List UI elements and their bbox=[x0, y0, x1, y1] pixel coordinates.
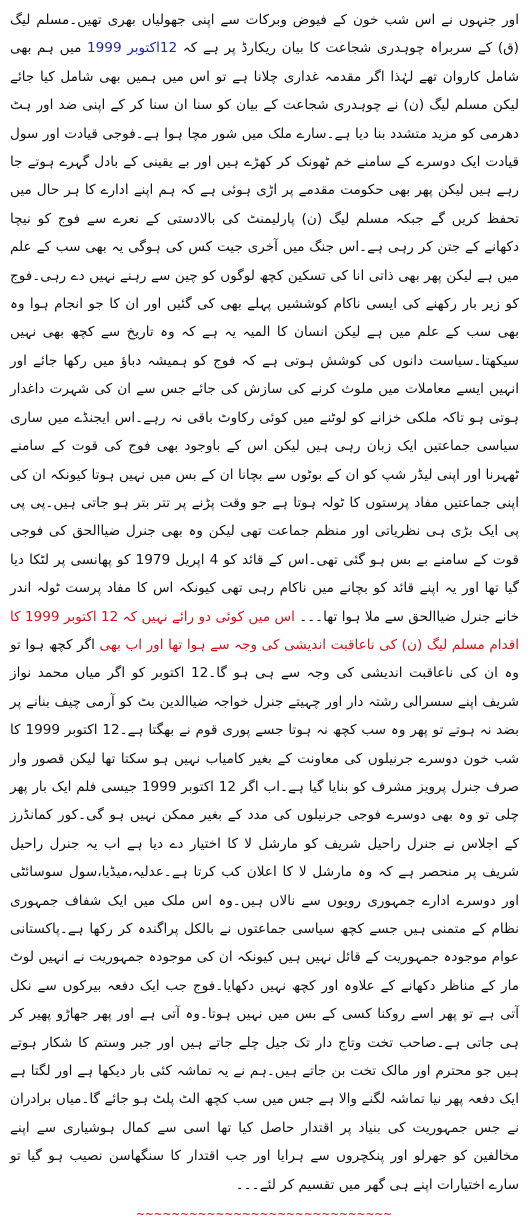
article-body bbox=[10, 6, 519, 1199]
paragraph-1-text-start: اور جنہوں نے اس شب خون کے فیوض وبرکات سے اپنی جھولیاں بھری تھیں۔مسلم لیگ (ق) کے سربراہ چوہدری شجاعت کا بیان ریکارڈ پر ہے کہ bbox=[10, 12, 519, 57]
paragraph-2 bbox=[10, 609, 519, 1193]
highlighted-lead-sentence: اس میں کوئی دو رائے نہیں کہ 12 اکتوبر 1999 کا اقدام مسلم لیگ (ن) کی ناعاقبت اندیشی کی وجہ سے ہوا تھا اور اب بھی bbox=[10, 608, 519, 653]
date-highlight: 12اکتوبر 1999 bbox=[87, 40, 178, 57]
paragraph-2-text: اگر کچھ ہوا تو وہ ان کی ناعاقبت اندیشی کی وجہ سے ہی ہو گا۔12 اکتوبر کو اگر میاں محمد نواز شریف اپنے سسرالی رشتہ دار اور چہیتے جنرل خواجہ ضیاالدین بٹ کو آرمی چیف بنانے پر بضد نہ ہوتے تو پھر وہ سب کچھ نہ ہوتا جسے پوری قوم نے بھگتا ہے۔12 اکتوبر 1999 کا شب خون دوسرے جرنیلوں کی معاونت کے بغیر کامیاب نہیں ہو سکتا تھا لیکن قصور وار صرف جنرل پرویز مشرف کو بنایا گیا ہے۔اب اگر 12 اکتوبر 1999 جیسی فلم ایک بار پھر چلی تو وہ بھی دوسرے فوجی جرنیلوں کی مدد کے بغیر ممکن نہیں ہو گی۔کور کمانڈرز کے اجلاس نے جنرل راحیل شریف کو مارشل لا کا اختیار دے دیا ہے اب یہ جنرل راحیل شریف پر منحصر ہے کہ وہ مارشل لا کا اعلان کب کرتا ہے۔عدلیہ،میڈیا،سول سوسائٹی اور دوسرے ادارے جمہوری رویوں سے نالاں ہیں۔وہ اس ملک میں ایک شفاف جمہوری نظام کے متمنی ہیں جسے کچھ سیاسی جماعتوں نے بالکل پراگندہ کر رکھا ہے۔پاکستانی عوام موجودہ جمہوریت کے قائل نہیں ہیں کیونکہ ان کی موجودہ جمہوریت نے انہیں لوٹ مار کے مناظر دکھانے کے علاوہ اور کچھ نہیں دکھایا۔فوج جب ایک دفعہ بیرکوں سے نکل آتی ہے تو پھر اسے روکنا کسی کے بس میں نہیں ہوتا۔وہ آتی ہے اور پھر جھاڑو پھیر کر ہی جاتی ہے۔صاحب تخت وتاج دار تک جیل چلے جاتے ہیں اور جبر وستم کا شکار ہوتے ہیں جو محترم اور مالک تخت بن جاتے ہیں۔ہم نے یہ تماشہ کئی بار دیکھا ہے اور لگتا ہے ایک دفعہ پھر نیا تماشہ لگنے والا ہے جس میں سب کچھ الٹ پلٹ ہو جائے گا۔میاں برادران نے جس جمہوریت کی بنیاد پر اقتدار حاصل کیا تھا اسی سے کمال ہوشیاری سے اپنے مخالفین کو جھرلو اور پنکچروں سے ہرایا اور جب اقتدار کا سنگھاسن نصیب ہو گیا تو سارے اختیارات اپنے ہی گھر میں تقسیم کر لئے۔۔۔ bbox=[10, 636, 519, 1193]
end-separator: ~~~~~~~~~~~~~~~~~~~~~~~~~~~~~ bbox=[136, 1207, 393, 1222]
paragraph-1 bbox=[10, 12, 519, 625]
paragraph-1-text-end: میں ہم بھی شامل کاروان تھے لہٰذا اگر مقدمہ غداری چلانا ہے تو اس میں ہمیں بھی شامل کیا جائے لیکن مسلم لیگ (ن) نے چوہدری شجاعت کے بیان کو سنا ان سنا کر کے اپنی ضد اور ہٹ دھرمی کو مزید متشدد بنا دیا ہے۔سارے ملک میں شور مچا ہوا ہے۔فوجی قیادت اور سول قیادت ایک دوسرے کے سامنے خم ٹھونک کر کھڑے ہیں اور بے یقینی کے بادل گہرے ہوتے جا رہے ہیں لیکن پھر بھی حکومت مقدمے پر اڑی ہوئی ہے کہ ہم اپنے ادارے کا ہر حال میں تحفظ کریں گے جبکہ مسلم لیگ (ن) پارلیمنٹ کی بالادستی کے نعرے سے فوج کو نیچا دکھانے کے جتن کر رہی ہے۔اس جنگ میں آخری جیت کس کی ہوگی یہ بھی سب کے علم میں ہے لیکن پھر بھی ذاتی انا کی تسکین کچھ لوگوں کو چین سے رہنے نہیں دے رہی۔فوج کو زیر بار رکھنے کی ایسی ناکام کوششیں پہلے بھی کی گئیں اور ان کا جو انجام ہوا وہ بھی سب کے علم میں ہے لیکن انسان کا المیہ یہ ہے کہ وہ تاریخ سے کچھ بھی نہیں سیکھتا۔سیاست دانوں کی کوشش ہوتی ہے کہ فوج کو ہمیشہ دباؤ میں رکھا جائے اور انہیں ایسے معاملات میں ملوث کرنے کی سازش کی جائے جس سے ان کی شہرت داغدار ہوتی ہو تاکہ ملکی خزانے کو لوٹنے میں کوئی رکاوٹ باقی نہ رہے۔اس ایجنڈے میں ساری سیاسی جماعتیں ایک زبان رہی ہیں لیکن اس کے باوجود بھی فوج کی قوت کے سامنے ٹھہرنا اور اپنی لیڈر شپ کو ان کے بوٹوں سے بچانا ان کے بس میں نہیں ہوتا کیونکہ ان کی اپنی جماعتیں مفاد پرستوں کا ٹولہ ہوتا ہے جو وقت پڑنے پر تتر بتر ہو جاتی ہیں۔پی پی پی ایک بڑی ہی نظریاتی اور منظم جماعت تھی لیکن وہ بھی جنرل ضیاالحق کی فوجی قوت کے سامنے بے بس ہو گئی تھی۔اس کے قائد کو 4 اپریل 1979 کو پھانسی پر لٹکا دیا گیا تھا اور یہ اپنے قائد کو بچانے میں ناکام رہی تھی کیونکہ اس کا مفاد پرست ٹولہ اندر خانے جنرل ضیاالحق سے ملا ہوا تھا۔۔۔ bbox=[10, 40, 520, 625]
